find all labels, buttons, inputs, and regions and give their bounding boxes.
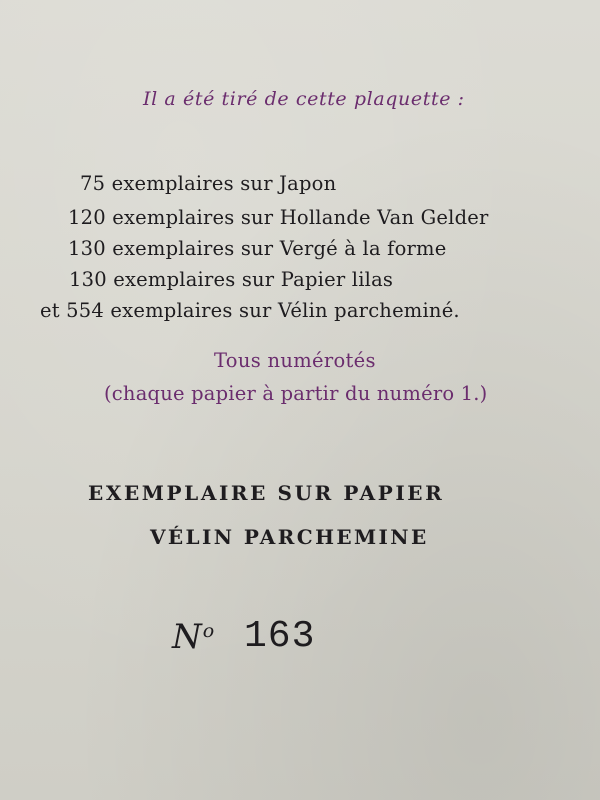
- edition-line-verge: 130 exemplaires sur Vergé à la forme: [68, 237, 447, 260]
- number-prefix-sup: o: [202, 620, 215, 642]
- intro-text: Il a été tiré de cette plaquette :: [143, 88, 465, 110]
- edition-line-japon: 75 exemplaires sur Japon: [80, 172, 337, 195]
- numbering-detail: (chaque papier à partir du numéro 1.): [104, 382, 488, 405]
- numbered-note: Tous numérotés: [214, 349, 376, 372]
- edition-line-velin: et 554 exemplaires sur Vélin parcheminé.: [40, 299, 460, 322]
- number-prefix: N: [172, 617, 202, 657]
- edition-line-hollande: 120 exemplaires sur Hollande Van Gelder: [68, 206, 489, 229]
- copy-number: 163: [244, 615, 316, 658]
- copy-heading-line1: EXEMPLAIRE SUR PAPIER: [88, 481, 445, 505]
- copy-heading-line2: VÉLIN PARCHEMINE: [150, 525, 429, 549]
- edition-line-lilas: 130 exemplaires sur Papier lilas: [69, 268, 394, 291]
- number-label: [172, 617, 215, 657]
